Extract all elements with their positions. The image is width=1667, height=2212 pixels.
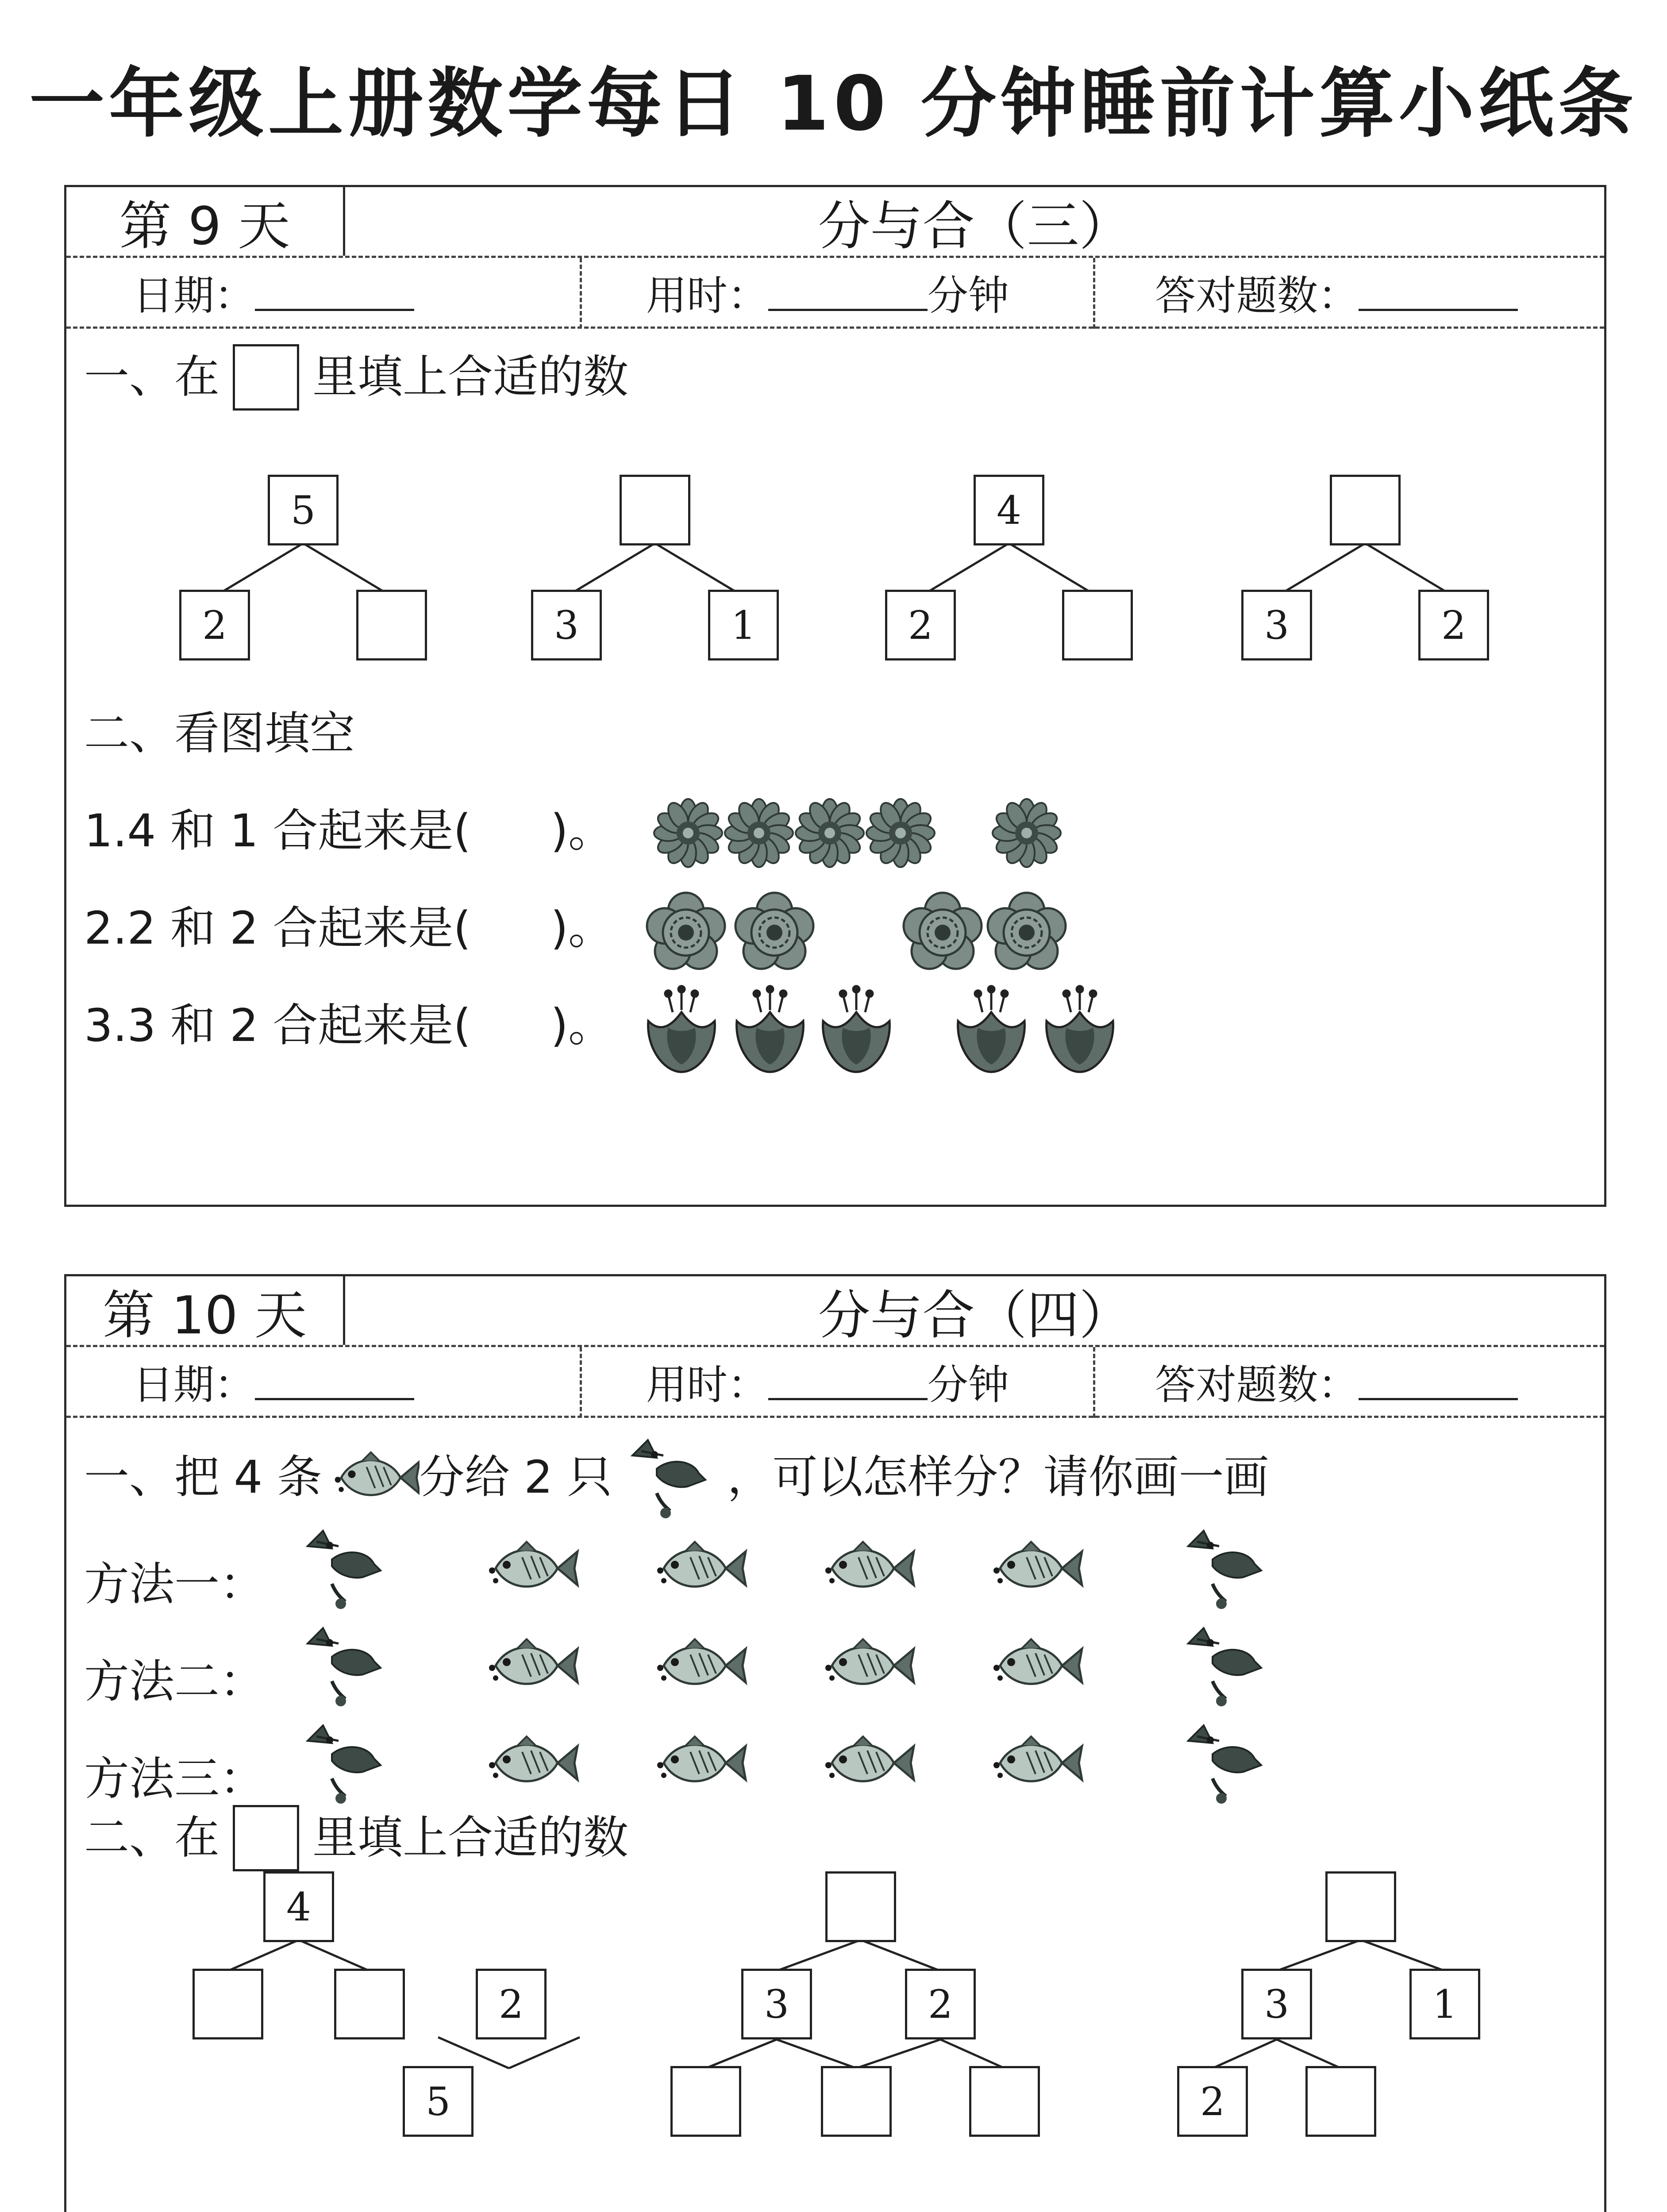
fill-text: 3.3 和 2 合起来是( <box>84 999 471 1052</box>
day9-topic: 分与合（三） <box>818 195 1132 257</box>
q1-part2: 分给 2 只 <box>419 1451 612 1504</box>
answer-box[interactable] <box>1325 1871 1396 1942</box>
tulip-row <box>637 979 1213 1081</box>
page-title: 一年级上册数学每日 10 分钟睡前计算小纸条 <box>29 60 1638 148</box>
rose-flower-icon <box>904 893 982 969</box>
q1-part3: ，可以怎样分？请你画一画 <box>727 1451 1269 1504</box>
daisy-flower-icon <box>796 799 864 867</box>
tulip-flower-icon <box>823 986 890 1072</box>
method-label: 方法三： <box>84 1753 265 1805</box>
correct-label: 答对题数： <box>1155 272 1359 319</box>
number-box: 2 <box>905 1969 976 2039</box>
day9-day-label: 第 9 天 <box>66 187 345 256</box>
time-unit: 分钟 <box>928 1361 1009 1409</box>
date-label: 日期： <box>133 272 255 319</box>
top-number-box: 4 <box>263 1871 334 1942</box>
q2-suffix: 里填上合适的数 <box>312 1812 628 1864</box>
left-number-box: 3 <box>531 590 602 661</box>
time-label: 用时： <box>646 1361 769 1409</box>
tulip-flower-icon <box>958 986 1025 1072</box>
time-label: 用时： <box>646 272 769 319</box>
fill-close: )。 <box>551 805 613 857</box>
left-number-box: 2 <box>179 590 250 661</box>
fill-close: )。 <box>551 902 613 955</box>
rose-flower-icon <box>647 893 725 969</box>
rose-flower-icon <box>735 893 813 969</box>
daisy-flower-icon <box>993 799 1061 867</box>
day9-card <box>64 185 1606 1207</box>
fill-row-3 <box>84 999 613 1052</box>
top-number-box: 4 <box>974 475 1044 545</box>
tulip-flower-icon <box>737 986 804 1072</box>
answer-box[interactable] <box>356 590 427 661</box>
left-number-box: 3 <box>1241 590 1312 661</box>
number-box: 2 <box>1177 2066 1248 2137</box>
answer-box[interactable] <box>1305 2066 1376 2137</box>
rose-row <box>637 884 1168 986</box>
daisy-flower-icon <box>654 799 722 867</box>
day10-card <box>64 1274 1606 2212</box>
q2-prefix: 二、在 <box>84 1812 219 1864</box>
answer-box[interactable] <box>821 2066 892 2137</box>
answer-box[interactable] <box>1330 475 1401 545</box>
time-unit: 分钟 <box>928 272 1009 319</box>
left-number-box: 2 <box>885 590 956 661</box>
tulip-flower-icon <box>648 986 715 1072</box>
daisy-row <box>644 789 1175 877</box>
answer-box[interactable] <box>1062 590 1133 661</box>
daisy-flower-icon <box>866 799 935 867</box>
answer-box[interactable] <box>192 1969 263 2039</box>
fill-row-2 <box>84 902 613 955</box>
fill-text: 1.4 和 1 合起来是( <box>84 805 471 857</box>
day9-q2: 二、看图填空 <box>84 707 355 760</box>
top-number-box: 5 <box>268 475 339 545</box>
answer-box[interactable] <box>334 1969 405 2039</box>
q1-part1: 一、把 4 条 <box>84 1451 322 1504</box>
method-label: 方法二： <box>84 1655 265 1708</box>
right-number-box: 2 <box>1418 590 1489 661</box>
answer-box[interactable] <box>620 475 690 545</box>
fill-close: )。 <box>551 999 613 1052</box>
q1-suffix: 里填上合适的数 <box>312 351 628 403</box>
day10-topic: 分与合（四） <box>818 1284 1132 1346</box>
number-box: 2 <box>476 1969 547 2039</box>
right-number-box: 1 <box>708 590 779 661</box>
fill-row-1 <box>84 805 613 857</box>
tulip-flower-icon <box>1047 986 1113 1072</box>
day10-day-label: 第 10 天 <box>66 1276 345 1345</box>
daisy-flower-icon <box>725 799 793 867</box>
answer-box[interactable] <box>670 2066 741 2137</box>
fill-text: 2.2 和 2 合起来是( <box>84 902 471 955</box>
answer-box[interactable] <box>969 2066 1040 2137</box>
q1-prefix: 一、在 <box>84 351 219 403</box>
number-box: 3 <box>1241 1969 1312 2039</box>
number-box: 3 <box>741 1969 812 2039</box>
method-label: 方法一： <box>84 1558 265 1611</box>
correct-label: 答对题数： <box>1155 1361 1359 1409</box>
date-label: 日期： <box>133 1361 255 1409</box>
number-box: 1 <box>1409 1969 1480 2039</box>
rose-flower-icon <box>988 893 1066 969</box>
answer-box[interactable] <box>825 1871 896 1942</box>
bottom-number-box: 5 <box>403 2066 474 2137</box>
